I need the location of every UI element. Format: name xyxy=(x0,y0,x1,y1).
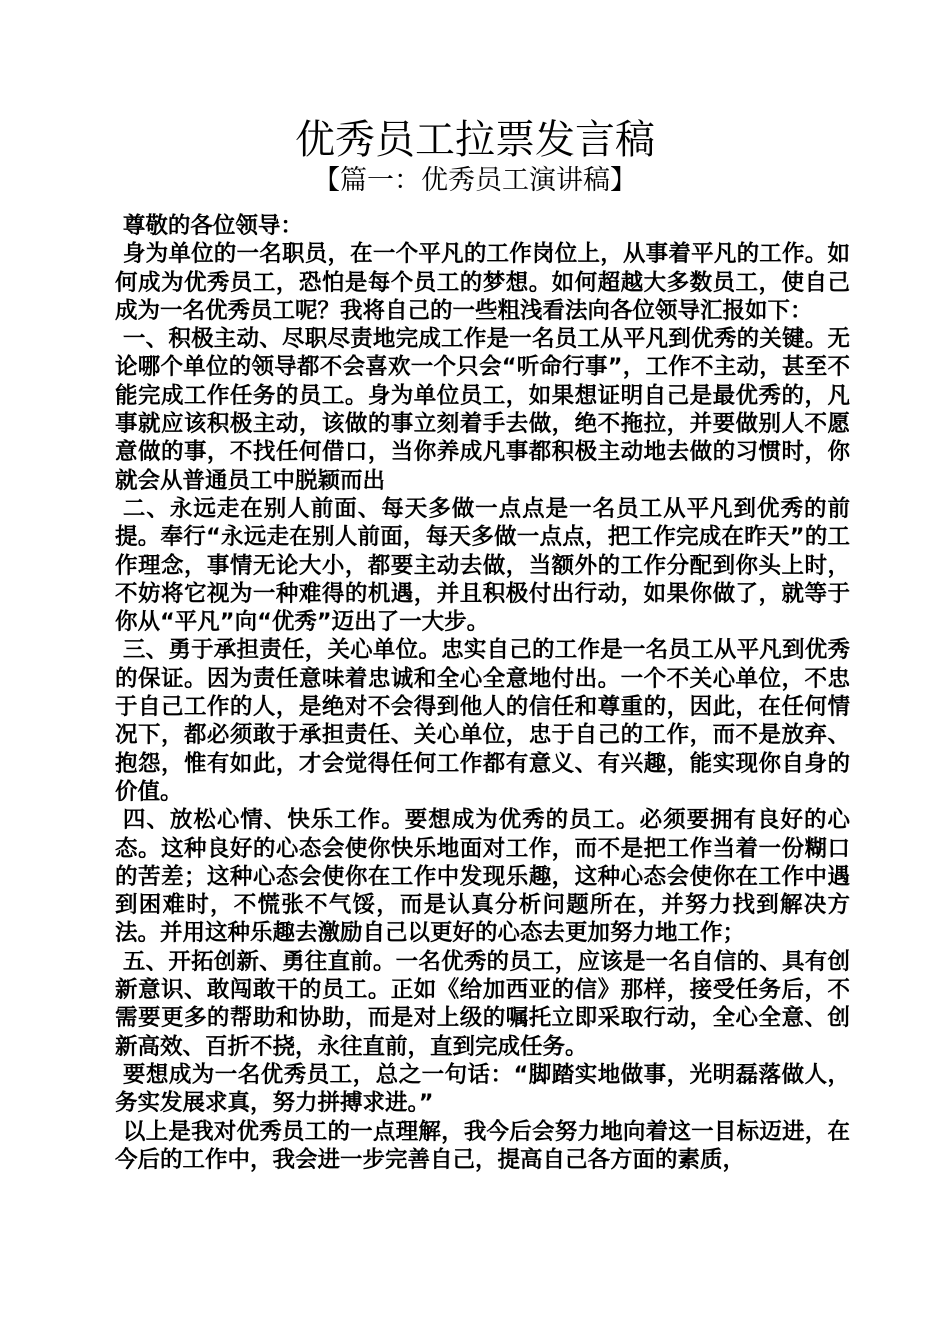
paragraph-intro: 身为单位的一名职员，在一个平凡的工作岗位上，从事着平凡的工作。如何成为优秀员工，恐怕是每个员工的梦想。如何超越大多数员工，使自己成为一名优秀员工呢？我将自己的一些粗浅看法向各位领导汇报如下： xyxy=(115,241,850,324)
salutation: 尊敬的各位领导： xyxy=(122,213,303,239)
document-subtitle: 【篇一：优秀员工演讲稿】 xyxy=(313,165,637,196)
paragraph-point-2: 二、永远走在别人前面、每天多做一点点是一名员工从平凡到优秀的前提。奉行“永远走在别人前面，每天多做一点点，把工作完成在昨天”的工作理念，事情无论大小，都要主动去做，当额外的工作分配到你头上时，不妨将它视为一种难得的机遇，并且积极付出行动，如果你做了，就等于你从“平凡”向“优秀”迈出了一大步。 xyxy=(115,495,850,636)
document-title: 优秀员工拉票发言稿 xyxy=(295,117,655,163)
paragraph-point-5: 五、开拓创新、勇往直前。一名优秀的员工，应该是一名自信的、具有创新意识、敢闯敢干的员工。正如《给加西亚的信》那样，接受任务后，不需要更多的帮助和协助，而是对上级的嘱托立即采取行动，全心全意、创新高效、百折不挠，永往直前，直到完成任务。 xyxy=(115,948,850,1060)
paragraph-summary: 要想成为一名优秀员工，总之一句话：“脚踏实地做事，光明磊落做人，务实发展求真，努力拼搏求进。” xyxy=(115,1061,850,1117)
paragraph-point-3: 三、勇于承担责任，关心单位。忠实自己的工作是一名员工从平凡到优秀的保证。因为责任意味着忠诚和全心全意地付出。一个不关心单位，不忠于自己工作的人，是绝对不会得到他人的信任和尊重的，因此，在任何情况下，都必须敢于承担责任、关心单位，忠于自己的工作，而不是放弃、抱怨，惟有如此，才会觉得任何工作都有意义、有兴趣，能实现你自身的价值。 xyxy=(115,637,850,805)
paragraph-closing: 以上是我对优秀员工的一点理解，我今后会努力地向着这一目标迈进，在今后的工作中，我会进一步完善自己，提高自己各方面的素质， xyxy=(115,1118,850,1173)
paragraph-point-4: 四、放松心情、快乐工作。要想成为优秀的员工。必须要拥有良好的心态。这种良好的心态会使你快乐地面对工作，而不是把工作当着一份糊口的苦差；这种心态会使你在工作中发现乐趣，这种心态会使你在工作中遇到困难时，不慌张不气馁，而是认真分析问题所在，并努力找到解决方法。并用这种乐趣去激励自己以更好的心态去更加努力地工作； xyxy=(115,807,850,947)
document-body xyxy=(115,212,850,1174)
paragraph-point-1: 一、积极主动、尽职尽责地完成工作是一名员工从平凡到优秀的关键。无论哪个单位的领导都不会喜欢一个只会“听命行事”，工作不主动，甚至不能完成工作任务的员工。身为单位员工，如果想证明自己是最优秀的，凡事就应该积极主动，该做的事立刻着手去做，绝不拖拉，并要做别人不愿意做的事，不找任何借口，当你养成凡事都积极主动地去做的习惯时，你就会从普通员工中脱颖而出 xyxy=(115,326,850,494)
